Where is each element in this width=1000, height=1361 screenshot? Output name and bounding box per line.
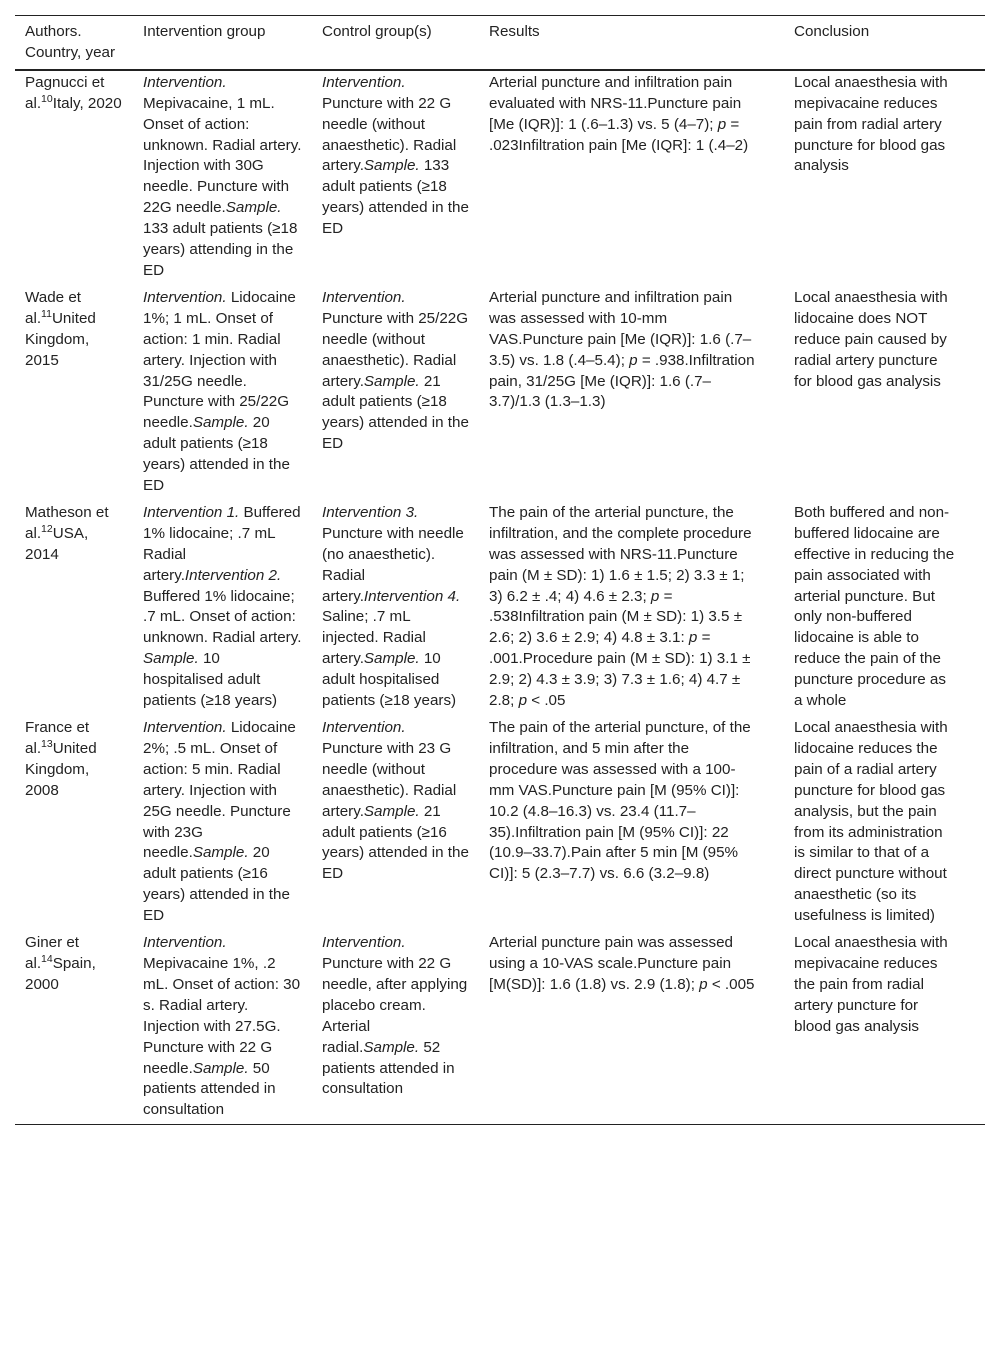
italic-text: Sample. <box>192 414 249 432</box>
italic-text: Intervention. <box>322 288 406 306</box>
table-row <box>15 715 985 930</box>
text-segment: Mepivacaine, 1 mL. Onset of action: unknown. Radial artery. Injection with 30G needle. Puncture with 22G needle. <box>143 94 302 217</box>
studies-table <box>15 15 985 1125</box>
cell-results <box>479 500 784 715</box>
text-segment: 21 adult patients (≥18 years) attended in the ED <box>322 372 469 453</box>
text-segment: 133 adult patients (≥18 years) attending in the ED <box>143 220 298 279</box>
reference-number: 12 <box>41 522 53 535</box>
italic-text: Sample. <box>363 372 420 390</box>
italic-text: Sample. <box>363 650 420 668</box>
text-segment: 133 adult patients (≥18 years) attended in the ED <box>322 157 469 238</box>
header-conclusion: Conclusion <box>794 23 870 40</box>
table-row <box>15 70 985 285</box>
cell-authors <box>15 930 133 1125</box>
text-segment: = .938.Infiltration pain, 31/25G [Me (IQR)]: 1.6 (.7–3.7)/1.3 (1.3–1.3) <box>489 351 755 411</box>
cell-control <box>312 285 479 500</box>
cell-conclusion: Local anaesthesia with lidocaine reduces the pain of a radial artery puncture for blood gas analysis, but the pain from its administration is similar to that of a direct puncture without anaesthetic (so its usefulness is limited) <box>794 719 948 925</box>
cell-conclusion: Local anaesthesia with mepivacaine reduces pain from radial artery puncture for blood gas analysis <box>794 73 948 175</box>
italic-text: Intervention 4. <box>363 587 461 605</box>
header-control: Control group(s) <box>322 23 432 40</box>
italic-text: Intervention 2. <box>184 566 282 584</box>
cell-control <box>312 715 479 930</box>
header-row <box>15 16 985 70</box>
text-segment: Arterial puncture and infiltration pain was assessed with 10-mm VAS.Puncture pain [Me (IQR)]: 1.6 (.7–3.5) vs. 1.8 (.4–5.4); <box>489 288 752 369</box>
italic-text: Intervention. <box>322 73 406 91</box>
cell-results <box>479 70 784 285</box>
italic-text: p <box>717 115 727 133</box>
header-results: Results <box>489 23 540 40</box>
text-segment: Lidocaine 2%; .5 mL. Onset of action: 5 min. Radial artery. Injection with 25G needle. Puncture with 23G needle. <box>143 719 296 862</box>
text-segment: < .005 <box>707 975 755 993</box>
cell-authors <box>15 500 133 715</box>
italic-text: p <box>650 587 660 605</box>
text-segment: Puncture with 25/22G needle (without anaesthetic). Radial artery. <box>322 309 469 390</box>
italic-text: Intervention. <box>143 719 227 736</box>
italic-text: Intervention. <box>143 288 227 306</box>
cell-conclusion: Local anaesthesia with mepivacaine reduces the pain from radial artery puncture for blood gas analysis <box>794 934 948 1035</box>
reference-number: 14 <box>41 952 53 965</box>
country-year: United Kingdom, 2008 <box>25 739 97 799</box>
cell-results <box>479 285 784 500</box>
text-segment: 20 adult patients (≥18 years) attended in the ED <box>143 414 290 495</box>
text-segment: 50 patients attended in consultation <box>143 1059 276 1119</box>
cell-intervention <box>133 930 312 1125</box>
cell-results <box>479 930 784 1125</box>
header-intervention: Intervention group <box>143 23 266 40</box>
text-segment: The pain of the arterial puncture, the infiltration, and the complete procedure was assessed with NRS-11.Puncture pain (M ± SD): 1) 1.6 ± 1.5; 2) 3.3 ± 1; 3) 6.2 ± .4; 4) 4.6 ± 2.3; <box>489 503 752 605</box>
text-segment: The pain of the arterial puncture, of the infiltration, and 5 min after the procedure was assessed with a 100-mm VAS.Puncture pain [M (95% CI)]: 10.2 (4.8–16.3) vs. 23.4 (11.7–35).Infiltration pain [M (95% CI)]: 22 (10.9–33.7).Pain after 5 min [M (95% CI)]: 5 (2.3–7.7) vs. 6.6 (3.2–9.8) <box>489 719 751 883</box>
italic-text: Sample. <box>143 650 199 668</box>
country-year: USA, 2014 <box>25 524 89 563</box>
text-segment: Saline; .7 mL injected. Radial artery. <box>322 608 426 668</box>
author-name: Wade et al. <box>25 288 81 327</box>
text-segment: Buffered 1% lidocaine; .7 mL. Onset of action: unknown. Radial artery. <box>143 587 302 647</box>
text-segment: 10 adult hospitalised patients (≥18 years) <box>322 650 457 710</box>
italic-text: p <box>629 351 638 369</box>
italic-text: Intervention. <box>143 73 227 91</box>
country-year: United Kingdom, 2015 <box>25 309 96 369</box>
author-name: France et al. <box>25 719 90 757</box>
text-segment: < .05 <box>527 692 566 710</box>
text-segment: = .023Infiltration pain [Me (IQR]: 1 (.4–2) <box>489 115 749 154</box>
cell-results <box>479 715 784 930</box>
text-segment: Arterial puncture pain was assessed using a 10-VAS scale.Puncture pain [M(SD)]: 1.6 (1.8) vs. 2.9 (1.8); <box>489 934 733 993</box>
italic-text: p <box>699 975 708 993</box>
cell-control <box>312 930 479 1125</box>
table-body <box>15 70 985 1125</box>
header-authors: Authors. Country, year <box>25 23 116 61</box>
author-name: Pagnucci et al. <box>25 73 105 112</box>
table-row <box>15 930 985 1125</box>
italic-text: Intervention. <box>143 934 227 952</box>
cell-authors <box>15 715 133 930</box>
text-segment: = .001.Procedure pain (M ± SD): 1) 3.1 ± 2.9; 2) 4.3 ± 3.9; 3) 7.3 ± 1.6; 4) 4.7 ± 2.8; <box>489 629 751 710</box>
text-segment: Puncture with 22 G needle (without anaesthetic). Radial artery. <box>322 94 457 175</box>
table-header <box>15 16 985 70</box>
italic-text: p <box>518 692 528 710</box>
cell-authors <box>15 285 133 500</box>
italic-text: Sample. <box>363 157 420 175</box>
reference-number: 11 <box>41 307 52 320</box>
italic-text: Sample. <box>192 844 249 862</box>
text-segment: Puncture with 22 G needle, after applying placebo cream. Arterial radial. <box>322 954 468 1056</box>
reference-number: 10 <box>41 92 53 105</box>
italic-text: Intervention. <box>322 719 406 736</box>
italic-text: Intervention 1. <box>143 503 240 521</box>
reference-number: 13 <box>41 737 53 750</box>
country-year: Italy, 2020 <box>52 94 122 112</box>
cell-control <box>312 70 479 285</box>
text-segment: 21 adult patients (≥16 years) attended in the ED <box>322 802 469 883</box>
author-name: Giner et al. <box>25 934 80 972</box>
italic-text: Sample. <box>192 1059 249 1077</box>
text-segment: Arterial puncture and infiltration pain evaluated with NRS-11.Puncture pain [Me (IQR)]: 1 (.6–1.3) vs. 5 (4–7); <box>489 73 742 133</box>
italic-text: Sample. <box>363 1038 420 1056</box>
italic-text: Sample. <box>225 199 282 217</box>
cell-intervention <box>133 500 312 715</box>
cell-conclusion: Local anaesthesia with lidocaine does NOT reduce pain caused by radial artery puncture for blood gas analysis <box>794 288 948 390</box>
text-segment: Mepivacaine 1%, .2 mL. Onset of action: 30 s. Radial artery. Injection with 27.5G. Puncture with 22 G needle. <box>143 954 301 1077</box>
cell-authors <box>15 70 133 285</box>
text-segment: 10 hospitalised adult patients (≥18 years) <box>143 650 278 710</box>
text-segment: Puncture with 23 G needle (without anaesthetic). Radial artery. <box>322 739 457 820</box>
author-name: Matheson et al. <box>25 503 109 542</box>
cell-conclusion: Both buffered and non-buffered lidocaine are effective in reducing the pain associated with arterial puncture. But only non-buffered lidocaine is able to reduce the pain of the puncture procedure as a whole <box>794 503 955 710</box>
italic-text: Intervention. <box>322 934 406 952</box>
italic-text: Sample. <box>363 802 420 820</box>
country-year: Spain, 2000 <box>25 954 96 993</box>
cell-control <box>312 500 479 715</box>
cell-intervention <box>133 70 312 285</box>
table-row <box>15 285 985 500</box>
italic-text: Intervention 3. <box>322 503 419 521</box>
text-segment: 20 adult patients (≥16 years) attended in the ED <box>143 844 290 925</box>
text-segment: Buffered 1% lidocaine; .7 mL Radial artery. <box>143 503 301 584</box>
text-segment: Lidocaine 1%; 1 mL. Onset of action: 1 min. Radial artery. Injection with 31/25G needle. Puncture with 25/22G needle. <box>143 288 296 432</box>
text-segment: = .538Infiltration pain (M ± SD): 1) 3.5 ± 2.6; 2) 3.6 ± 2.9; 4) 4.8 ± 3.1: <box>489 587 743 647</box>
cell-intervention <box>133 285 312 500</box>
table-row <box>15 500 985 715</box>
cell-intervention <box>133 715 312 930</box>
italic-text: p <box>688 629 698 647</box>
text-segment: 52 patients attended in consultation <box>322 1038 455 1098</box>
text-segment: Puncture with needle (no anaesthetic). Radial artery. <box>322 524 464 605</box>
